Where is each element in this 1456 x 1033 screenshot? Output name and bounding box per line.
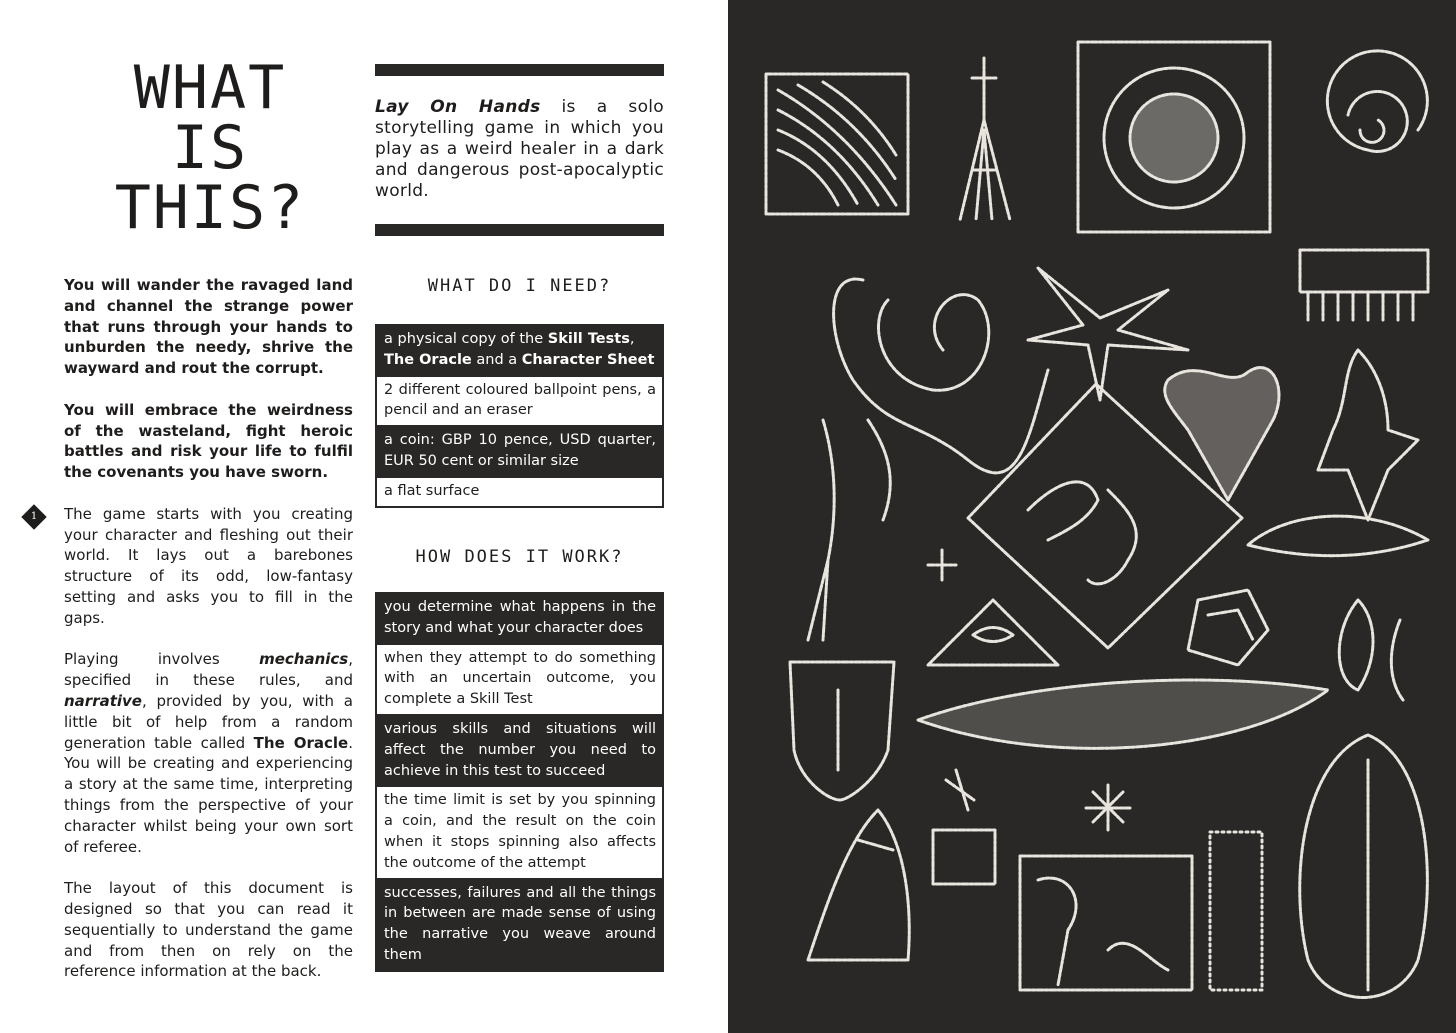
- cloaked-figure-icon: [808, 810, 909, 960]
- need-row: a coin: GBP 10 pence, USD quarter, EUR 50 cent or similar size: [377, 425, 662, 476]
- framed-circle-icon: [1078, 42, 1270, 232]
- game-name: Lay On Hands: [375, 97, 541, 117]
- gem-icon: [1188, 590, 1268, 665]
- intro-body: is a solo storytelling game in which you play as a weird healer in a dark and dangerous post-apocalyptic world.: [375, 97, 664, 201]
- text-run: ,: [629, 331, 635, 347]
- need-row: a flat surface: [377, 476, 662, 506]
- step-marker-number: 1: [30, 511, 38, 522]
- term-narrative: narrative: [64, 691, 142, 710]
- paragraph: You will wander the ravaged land and channel the strange power that runs through your hands to unburden the needy, shrive the wayward and rout the corrupt.: [64, 276, 353, 378]
- robed-figure-icon: [1318, 350, 1418, 520]
- text-run: Skill Tests: [547, 331, 630, 347]
- text-run: The Oracle: [384, 351, 472, 368]
- how-row: various skills and situations will affect the number you need to achieve in this test to succeed: [377, 714, 662, 785]
- intro-bottom-bar: [375, 224, 664, 236]
- spire-cross-icon: [960, 58, 1010, 220]
- illustration-page: [728, 0, 1456, 1033]
- text-run: , specified in these rules, and: [64, 650, 353, 690]
- paragraph: The layout of this document is designed so that you can read it sequentially to understand the game and from then on rely on the reference information at the back.: [64, 879, 353, 981]
- title-line: IS: [171, 113, 249, 183]
- long-stone-icon: [918, 680, 1328, 748]
- curved-blade-icon: [868, 420, 1428, 556]
- dagger-icon: [808, 420, 834, 640]
- sparkle-icon: [928, 550, 956, 580]
- text-run: , provided by you, with a little bit of help from a random generation table called: [64, 691, 353, 752]
- how-row: you determine what happens in the story and what your character does: [377, 594, 662, 643]
- text-run: Character Sheet: [521, 351, 655, 368]
- how-row: when they attempt to do something with an uncertain outcome, you complete a Skill Test: [377, 643, 662, 714]
- heart-stone-icon: [1165, 368, 1279, 500]
- paragraph: The game starts with you creating your character and fleshing out their world. It lays out a barebones structure of its odd, low-fantasy setting and asks you to fill in the gaps.: [64, 504, 353, 627]
- page-title: [95, 53, 325, 243]
- paragraph: You will embrace the weirdness of the wasteland, fight heroic battles and risk your life to fulfil the covenants you have sworn.: [64, 400, 353, 482]
- lined-square-icon: [766, 74, 908, 214]
- need-heading: WHAT DO I NEED?: [427, 276, 612, 296]
- paragraph: [64, 649, 353, 857]
- title-line: WHAT: [133, 53, 287, 123]
- fringed-tablet-icon: [1300, 250, 1428, 320]
- spiral-icon: [1327, 51, 1427, 152]
- how-heading: HOW DOES IT WORK?: [415, 547, 624, 567]
- intro-top-bar: [375, 64, 664, 76]
- body-column: [64, 275, 353, 1003]
- leaf-blades-icon: [1339, 600, 1403, 700]
- spark-icon: [1086, 785, 1130, 830]
- need-row: [377, 326, 662, 375]
- starburst-icon: [1028, 268, 1188, 400]
- need-row: 2 different coloured ballpoint pens, a pencil and an eraser: [377, 375, 662, 426]
- text-run: . You will be creating and experiencing a story at the same time, interpreting things from the perspective of your character whilst being your own sort of referee.: [64, 733, 353, 856]
- how-row: successes, failures and all the things in between are made sense of using the narrative you weave around them: [377, 878, 662, 970]
- dotted-column-icon: [1210, 832, 1262, 990]
- chalk-illustration: [728, 0, 1456, 1033]
- framed-scene-icon: [1020, 856, 1192, 990]
- small-stone-icon: [933, 830, 995, 884]
- term-mechanics: mechanics: [259, 650, 349, 669]
- text-run: a physical copy of the: [384, 331, 548, 347]
- title-line: THIS?: [114, 173, 306, 243]
- need-table: [375, 324, 664, 508]
- intro-text: [375, 97, 664, 202]
- shield-icon: [790, 662, 894, 800]
- snake-icon: [834, 279, 1048, 473]
- text-run: and a: [471, 351, 522, 368]
- eye-triangle-icon: [928, 600, 1058, 665]
- seed-pod-icon: [1300, 735, 1428, 998]
- text-run: Playing involves: [64, 650, 260, 669]
- crossed-lines-icon: [946, 770, 974, 810]
- how-table: [375, 592, 664, 972]
- how-row: the time limit is set by you spinning a coin, and the result on the coin when it stops spinning also affects the outcome of the attempt: [377, 785, 662, 877]
- term-oracle: The Oracle: [253, 733, 349, 752]
